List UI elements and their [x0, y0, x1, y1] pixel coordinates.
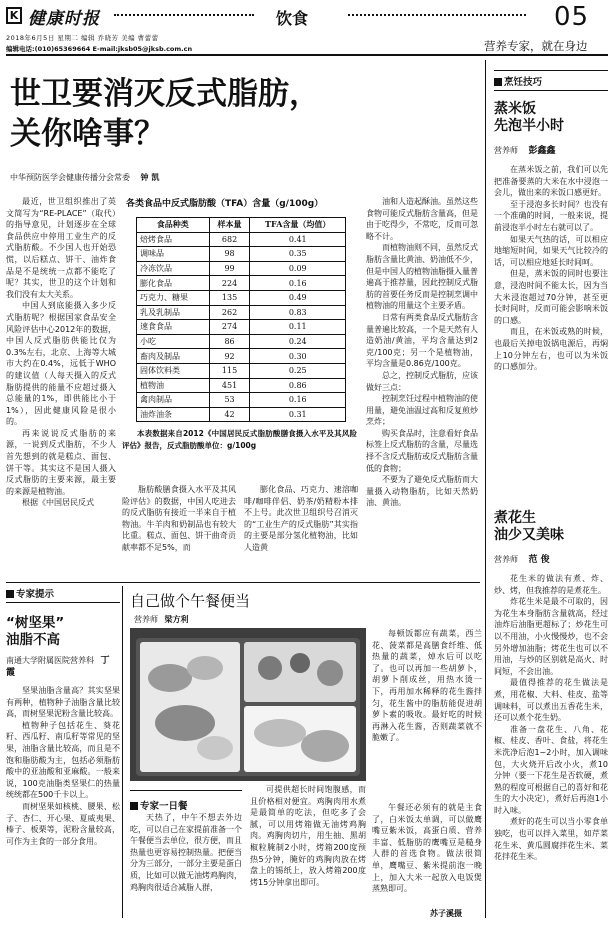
nuts-section-label	[6, 586, 120, 603]
nuts-para: 植物种子包括花生、葵花籽、西瓜籽、南瓜籽等常见的坚果，油脂含量比较高，而且是不饱和脂肪酸为主，包括必须脂肪酸中的亚油酸和亚麻酸。一般来说，100克油脂类坚果仁的热量统统都在500千卡以上。	[6, 720, 120, 800]
tfa-cell-content: 0.25	[250, 363, 346, 378]
tfa-header-content: TFA含量（均值）	[250, 218, 346, 233]
nuts-byline	[6, 655, 120, 679]
tfa-cell-sample: 262	[209, 305, 250, 320]
nuts-title	[6, 615, 120, 649]
tfa-cell-category: 膨化食品	[137, 276, 210, 291]
main-byline	[10, 172, 159, 183]
lunch-col-4: 午餐还必须有的就是主食了，白米饭太单调，可以做鹰嘴豆紫米饭，高蛋白质、营养丰富、低脂肪的鹰嘴豆是糙身人群的首选食物。做法很简单，鹰嘴豆、紫米提前泡一晚上，加入大米一起放入电饭煲蒸熟即可。	[372, 803, 482, 894]
rice-para: 在蒸米饭之前，我们可以先把准备要蒸的大米在水中浸泡一会儿，做出来的米饭口感更好。	[494, 165, 608, 198]
nuts-section-text: 专家提示	[16, 589, 55, 600]
tfa-table-row	[137, 261, 346, 276]
main-col1-para: 最近，世卫组织推出了英文简写为“RE-PLACE”（取代）的指导意见，计划逐步在全球食品供应中停用工业生产的反式脂肪酸。不少国人也开始恐慌，以后糕点、饼干、油炸食品是不是统统一点都不能吃了呢？其实，世卫的这个计划和我们没有太大关系。	[6, 197, 116, 299]
peanut-para: 准备一盘花生、八角、花椒、桂皮、香叶、食盐，将花生米洗净后泡1~2小时，加入调味包，大火烧开后改小火，煮10分钟（要一下花生是否软硬，煮熟的程度可根据自己的喜好和花生的大小决定），煮好后再泡1小时入味。	[494, 724, 608, 815]
logo-mark-icon: K	[6, 7, 22, 24]
lunch-col-1: 天热了，中午不想去外边吃，可以自己在家提前准备一个午餐便当去单位，很方便，而且热量也更容易控制热量。把便当分为三部分，一部分主要是蛋白质，比如可以做无油烤鸡胸肉，鸡胸肉很适合减脂人群，	[130, 813, 242, 892]
tfa-table-row	[137, 276, 346, 291]
column-divider	[485, 60, 486, 918]
tips-column	[494, 62, 608, 918]
tfa-cell-category: 冷冻饮品	[137, 261, 210, 276]
tfa-table-row	[137, 320, 346, 335]
tfa-table-row	[137, 349, 346, 364]
nuts-byline-org: 南通大学附属医院营养科	[6, 656, 94, 665]
tfa-cell-content: 0.31	[250, 407, 346, 422]
tfa-table	[136, 217, 346, 422]
tfa-cell-sample: 224	[209, 276, 250, 291]
tips-section-text: 烹饪技巧	[504, 77, 543, 88]
lunch-col-2: 可提供超长时间饱腹感，而且价格相对便宜。鸡胸肉用水煮是最简单的吃法，但吃多了会腻，可以用烤箱做无油烤鸡胸肉。鸡胸肉切片，用生抽、黑胡椒粒腌制2小时，烤箱200度预热5分钟，腌好的鸡胸肉放在烤盘上的锡纸上，放入烤箱200度烤15分钟拿出即可。	[250, 785, 366, 887]
tfa-cell-category: 速食食品	[137, 320, 210, 335]
rice-para: 如果天气热的话，可以相应地缩短时间，如果天气比较冷的话，可以相应地延长时间呵。	[494, 234, 608, 267]
main-byline-org: 中华预防医学会健康传播分会常委	[10, 173, 130, 182]
tfa-table-row	[137, 378, 346, 393]
nuts-divider	[122, 586, 123, 918]
main-col-1	[6, 196, 116, 616]
tfa-table-title: 各类食品中反式脂肪酸（TFA）含量（g/100g）	[126, 199, 324, 209]
rice-title	[494, 101, 608, 135]
tfa-table-row	[137, 290, 346, 305]
slogan: 营养专家，就在身边	[484, 39, 588, 53]
masthead-rule	[6, 54, 608, 56]
tfa-cell-sample: 682	[209, 232, 250, 247]
tfa-table-row	[137, 232, 346, 247]
masthead-dots-right	[348, 14, 526, 18]
rice-body	[494, 164, 608, 500]
peanut-para: 煮好的花生可以当小零食单独吃，也可以拌入菜里，如芹菜花生米、黄瓜圆腐拌花生米、菜花拌花生米。	[494, 817, 608, 862]
main-col-2-bottom: 脂肪酸膳食摄入水平及其风险评估》的数据，中国人吃进去的反式脂肪有接近一半来自于植物油。牛羊肉和奶制品也有较大比重。糕点、面包、饼干曲奇贡献率都不足5%，而	[122, 485, 236, 552]
main-col1-para: 再来说说反式脂肪的来源，一说到反式脂肪，不少人首先想到的就是糕点、面包、饼干等。其实这不是国人摄入反式脂肪的主要来源，最主要的来源是植物油。	[6, 428, 116, 496]
tips-section-label	[494, 70, 608, 91]
peanut-para: 炸花生米是最不可取的，因为花生本身脂肪含量就高，经过油炸后油脂更超标了；炒花生可以不用油，小火慢慢炒，也不会另外增加油脂；烤花生也可以不用油，与炒的区别就是高火、时间短，不会出油。	[494, 597, 608, 676]
main-title-line-1: 世卫要消灭反式脂肪，	[10, 76, 320, 112]
tfa-cell-category: 小吃	[137, 334, 210, 349]
rice-para: 而且，在米饭或熟的时候，也最后关掉电饭锅电源后，再焖上10分钟左右，也可以为米饭的口感加分。	[494, 327, 608, 372]
tfa-cell-content: 0.24	[250, 334, 346, 349]
tfa-cell-category: 调味品	[137, 247, 210, 262]
tfa-cell-sample: 92	[209, 349, 250, 364]
peanut-para: 最值得推荐的花生做法是煮，用花椒、大料、桂皮、盐等调味料，可以煮出五香花生米，还可以煮个花生奶。	[494, 678, 608, 723]
tfa-cell-content: 0.83	[250, 305, 346, 320]
tfa-cell-category: 乳及乳制品	[137, 305, 210, 320]
main-title-line-2: 关你啥事？	[10, 116, 165, 152]
main-col-3-bottom: 膨化食品、巧克力、速溶咖啡/咖啡伴侣、奶茶/奶精粉本排不上号。此次世卫组织号召消灭的“工业生产的反式脂肪”其实指的主要是部分氢化植物油，比如人造黄	[244, 485, 358, 552]
peanut-title-line-2: 油少又美味	[494, 527, 564, 543]
peanut-byline-name: 范 俊	[528, 555, 550, 565]
tfa-cell-category: 禽肉制品	[137, 393, 210, 408]
tfa-cell-content: 0.16	[250, 276, 346, 291]
tfa-cell-sample: 98	[209, 247, 250, 262]
main-col4-para: 油和人造起酥油。虽然这些食物可能反式脂肪含量高，但是由于吃得少，不常吃，反而可忽略不计。	[366, 197, 478, 241]
tfa-cell-sample: 115	[209, 363, 250, 378]
nuts-title-line-2: 油脂不高	[6, 632, 60, 648]
nuts-byline-name: 丁 霞	[6, 656, 110, 678]
masthead-info-2: 编辑电话:(010)65369664 E-mail:jksb05@jksb.com.cn	[6, 45, 193, 53]
tfa-cell-sample: 274	[209, 320, 250, 335]
peanut-byline	[494, 552, 608, 565]
tfa-cell-sample: 135	[209, 290, 250, 305]
tfa-cell-content: 0.09	[250, 261, 346, 276]
tfa-table-row	[137, 305, 346, 320]
tfa-cell-content: 0.41	[250, 232, 346, 247]
masthead-dots	[114, 14, 254, 18]
rice-byline-role: 营养师	[494, 146, 518, 155]
page-number: 05	[554, 2, 590, 32]
main-col4-para: 总之，控制反式脂肪，应该做好三点：	[366, 370, 478, 392]
section-square-icon	[130, 802, 138, 810]
peanut-title	[494, 510, 608, 544]
tfa-cell-sample: 86	[209, 334, 250, 349]
bento-photo-image	[130, 628, 366, 781]
rice-byline	[494, 143, 608, 156]
rice-para: 至于浸泡多长时间？也没有一个准确的时间，一般来说，提前浸泡半小时左右就可以了。	[494, 199, 608, 232]
tfa-table-row	[137, 407, 346, 422]
tfa-cell-category: 巧克力、糖果	[137, 290, 210, 305]
tfa-cell-category: 畜肉及制品	[137, 349, 210, 364]
section-square-icon	[6, 590, 14, 598]
tfa-cell-category: 植物油	[137, 378, 210, 393]
tfa-cell-sample: 451	[209, 378, 250, 393]
main-col4-para: 而植物油则不同，虽然反式脂肪含量比黄油、奶油低不少，但是中国人的植物油脂摄入量普遍高于推荐量，因此控制反式脂肪的首要任务反而是控制烹调中植物油的用量这个主要矛盾。	[366, 243, 478, 311]
main-byline-name: 钟 凯	[140, 173, 160, 182]
peanut-para: 花生米的做法有煮、炸、炒、烤，但我推荐的是煮花生。	[494, 574, 608, 595]
main-col-4	[366, 196, 478, 576]
tfa-table-row	[137, 247, 346, 262]
lunch-section-label	[130, 790, 242, 813]
rice-title-line-1: 蒸米饭	[494, 101, 536, 117]
lunch-byline-name: 梁方利	[164, 615, 189, 624]
rice-byline-name: 彭鑫鑫	[528, 146, 556, 156]
tfa-table-header-row	[137, 218, 346, 233]
tfa-table-caption: 本表数据来自2012《中国居民反式脂肪酸膳食摄入水平及其风险评估》报告，反式脂肪酸单位：g/100g	[122, 429, 357, 451]
tfa-cell-content: 0.30	[250, 349, 346, 364]
main-col4-para: 控制烹饪过程中植物油的使用量，避免油温过高和反复煎炒烹炸；	[366, 394, 478, 427]
lunch-section-text: 专家一日餐	[140, 801, 188, 812]
lunch-title: 自己做个午餐便当	[130, 592, 251, 610]
nuts-para: 坚果油脂含量高？其实坚果有两种，植物种子油脂含量比较高，而树坚果泥粉含量比较高。	[6, 686, 120, 719]
tfa-header-category: 食品种类	[137, 218, 210, 233]
peanut-body	[494, 573, 608, 926]
tfa-cell-content: 0.11	[250, 320, 346, 335]
logo-text: 健康时报	[28, 9, 100, 29]
tfa-cell-sample: 53	[209, 393, 250, 408]
nuts-body	[6, 685, 120, 909]
lunch-col-3: 每顿饭都应有蔬菜，西兰花、菠菜都是高膳食纤维、低热量的蔬菜，焯水后可以吃了。也可以再加一些胡萝卜，胡萝卜削成丝，用热水烫一下，再用加水稀释的花生酱拌匀，花生酱中的脂肪能促进胡萝卜素的吸收。最好吃的时候再淋入花生酱，否则蔬菜就不脆嫩了。	[372, 629, 482, 743]
main-title	[10, 74, 480, 154]
peanut-byline-role: 营养师	[494, 555, 518, 564]
nuts-title-line-1: “树坚果”	[6, 615, 65, 631]
lunch-section-tag	[130, 801, 188, 812]
peanut-title-line-1: 煮花生	[494, 510, 536, 526]
tfa-cell-sample: 42	[209, 407, 250, 422]
tfa-cell-content: 0.16	[250, 393, 346, 408]
tfa-header-sample: 样本量	[209, 218, 250, 233]
lunch-byline	[134, 614, 189, 625]
main-col4-para: 购买食品时，注意看好食品标签上反式脂肪的含量，尽量选择不含反式脂肪或反式脂肪含量低的食物；	[366, 428, 478, 473]
tfa-cell-content: 0.49	[250, 290, 346, 305]
main-col4-para: 日常有两类食品反式脂肪含量普遍比较高，一个是天然有人造奶油/黄油，平均含量达到2克/100克；另一个是植物油，平均含量是0.86克/100克。	[366, 312, 478, 369]
tfa-table-box	[122, 196, 357, 466]
bento-photo	[130, 628, 366, 781]
nuts-article	[6, 586, 120, 920]
nuts-para: 而树坚果如核桃、腰果、松子、杏仁、开心果、夏威夷果、榛子、板栗等，泥粉含量较高，可作为主食的一部分食用。	[6, 801, 120, 846]
tfa-table-row	[137, 363, 346, 378]
masthead-info-1: 2018年6月5日 星期二 编辑 乔晓芳 美编 曹蕾蕾	[6, 34, 159, 42]
rice-title-line-2: 先泡半小时	[494, 118, 564, 134]
lunch-photo-credit: 苏子溪摄	[430, 909, 462, 918]
tfa-table-row	[137, 393, 346, 408]
tfa-table-row	[137, 334, 346, 349]
tfa-cell-content: 0.86	[250, 378, 346, 393]
tfa-cell-content: 0.35	[250, 247, 346, 262]
section-square-icon	[494, 78, 502, 86]
tfa-cell-category: 固体饮料类	[137, 363, 210, 378]
main-bottom-rule	[6, 582, 480, 583]
main-col1-para: 根据《中国居民反式	[22, 498, 94, 508]
main-col4-para: 不要为了避免反式脂肪而大量摄入动物脂肪，比如天然奶油、黄油。	[366, 475, 478, 508]
tfa-cell-sample: 99	[209, 261, 250, 276]
main-col1-para: 中国人到底能摄入多少反式脂肪呢？根据国家食品安全风险评估中心2012年的数据，中国人反式脂肪供能比仅为0.3%左右，北京、上海等大城市大约在0.4%，远低于WHO的建议值（人每天摄入的反式脂肪提供的能量不应超过摄入总能量的1%，即供能比小于1%），因此健康风险是很小的。	[6, 301, 116, 427]
lunch-byline-role: 营养师	[134, 615, 158, 624]
tfa-cell-category: 焙烤食品	[137, 232, 210, 247]
rice-para: 但是，蒸米饭的同时也要注意，浸泡时间不能太长，因为当大米浸泡超过70分钟，甚至更长时间时，反而可能会影响米饭的口感。	[494, 269, 608, 325]
tfa-cell-category: 油炸油条	[137, 407, 210, 422]
section-name: 饮食	[276, 9, 309, 28]
